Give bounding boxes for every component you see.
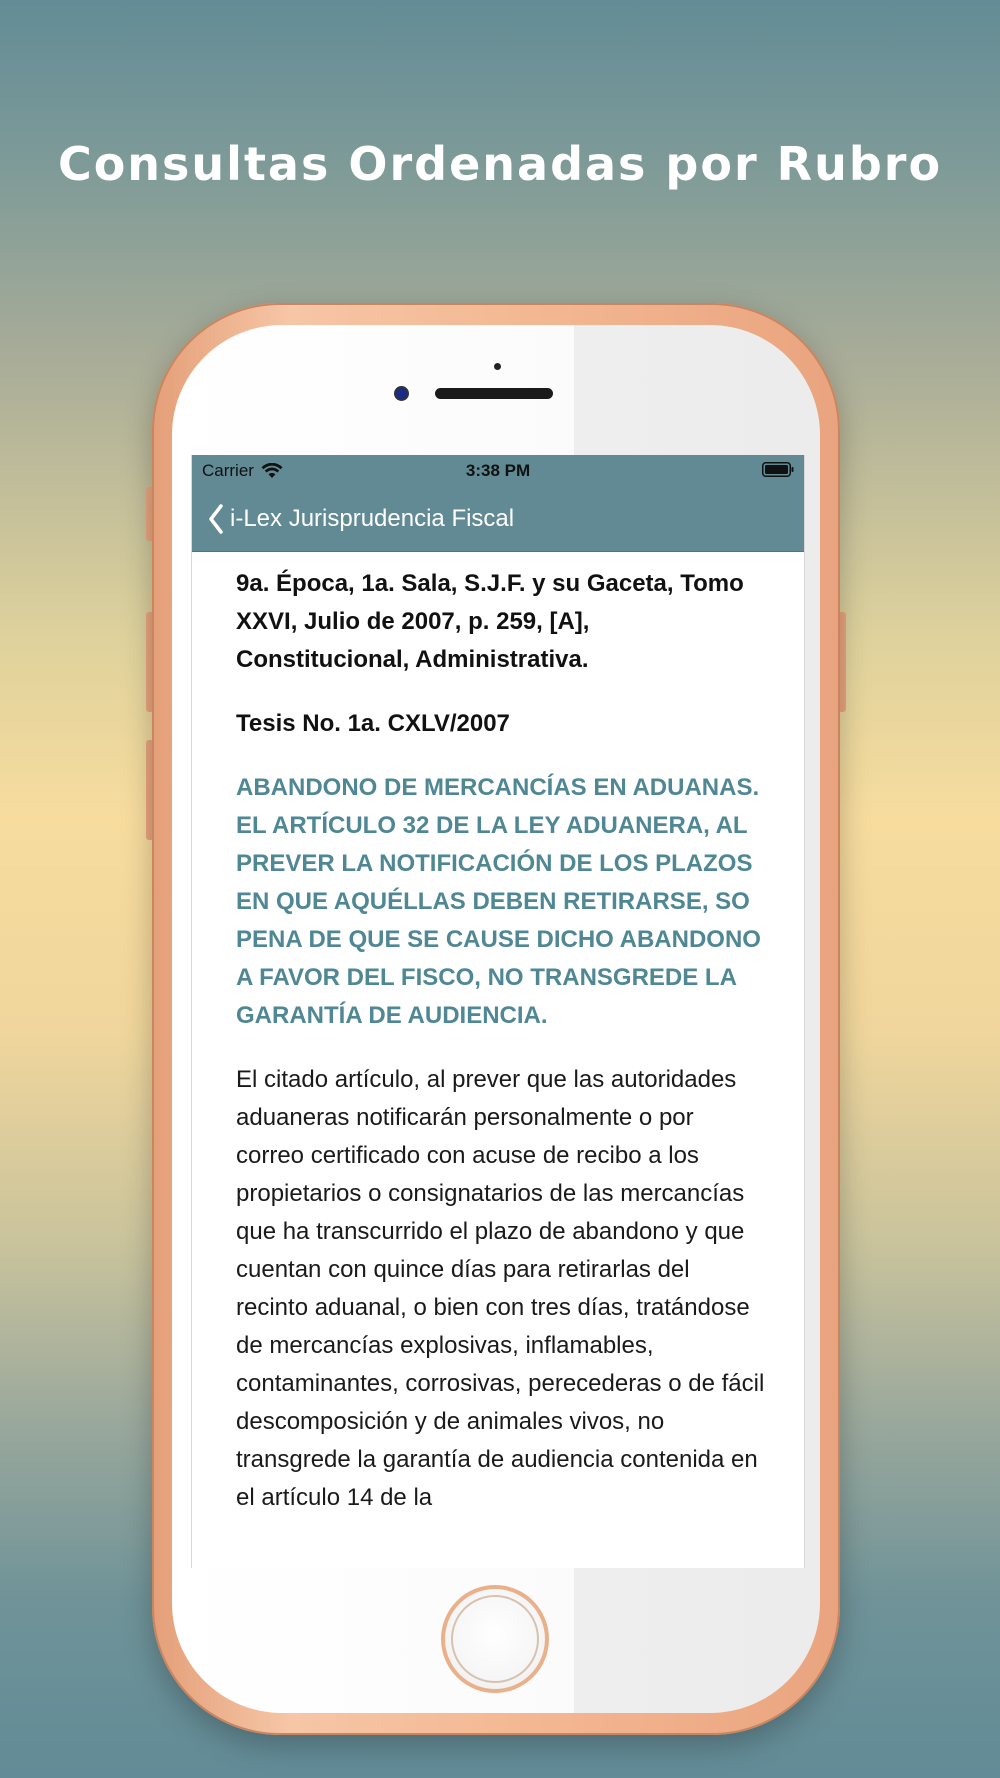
phone-screen (191, 455, 805, 1568)
proximity-sensor (494, 363, 501, 370)
home-button-ring (451, 1595, 539, 1683)
navigation-bar (192, 486, 804, 552)
document-content (236, 565, 766, 1517)
document-tesis-number: Tesis No. 1a. CXLV/2007 (236, 710, 510, 737)
status-time: 3:38 PM (465, 461, 531, 480)
promo-headline: Consultas Ordenadas por Rubro (57, 137, 943, 191)
document-body: El citado artículo, al prever que las autoridades aduaneras notificarán personalmente o por correo certificado con acuse de recibo a los propietarios o consignatarios de las mercancías que ha transcurrido el plazo de abandono y que cuentan con quince días para retirarlas del recinto aduanal, o bien con tres días, tratándose de mercancías explosivas, inflamables, contaminantes, corrosivas, perecederas o de fácil descomposición y de animales vivos, no transgrede la garantía de audiencia contenida en el artículo 14 de la (236, 1066, 765, 1511)
home-button[interactable] (441, 1585, 549, 1693)
earpiece-speaker (435, 388, 553, 399)
document-citation: 9a. Época, 1a. Sala, S.J.F. y su Gaceta, Tomo XXVI, Julio de 2007, p. 259, [A], Constitucional, Administrativa. (236, 570, 744, 673)
front-camera (396, 388, 407, 399)
status-bar (192, 455, 804, 486)
carrier-label: Carrier (202, 461, 254, 480)
back-button[interactable] (208, 499, 514, 539)
chevron-left-icon (208, 504, 224, 534)
document-rubro: ABANDONO DE MERCANCÍAS EN ADUANAS. EL ARTÍCULO 32 DE LA LEY ADUANERA, AL PREVER LA NOTIFICACIÓN DE LOS PLAZOS EN QUE AQUÉLLAS DEBEN RETIRARSE, SO PENA DE QUE SE CAUSE DICHO ABANDONO A FAVOR DEL FISCO, NO TRANSGREDE LA GARANTÍA DE AUDIENCIA. (236, 774, 761, 1029)
battery-icon (762, 462, 794, 477)
back-button-label: i-Lex Jurisprudencia Fiscal (230, 505, 515, 532)
